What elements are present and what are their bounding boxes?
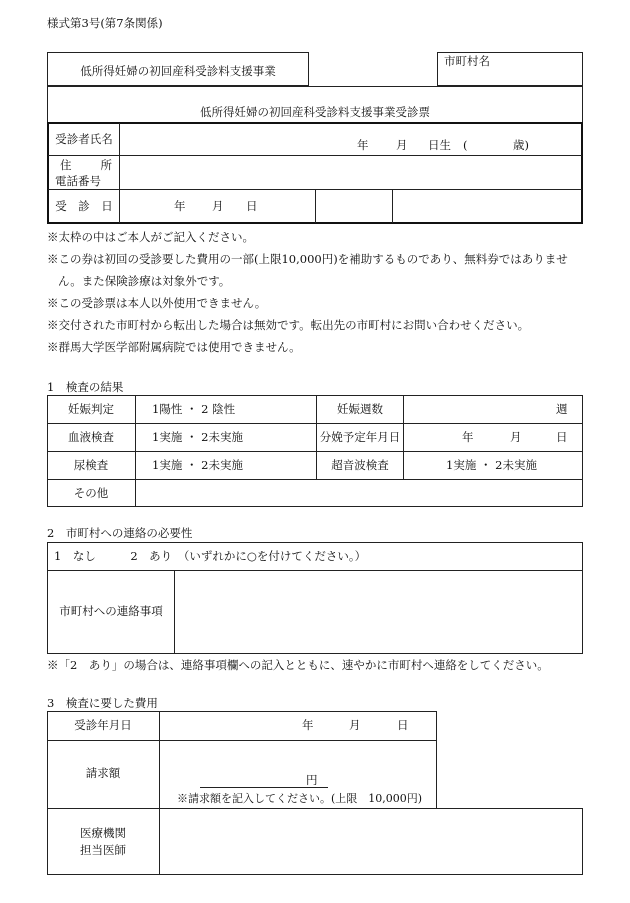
birth-month-label: 月 (396, 138, 408, 152)
contact-note: ※「2 あり」の場合は、連絡事項欄への記入とともに、速やかに市町村へ連絡をしてください。 (47, 658, 549, 672)
note-5: ※群馬大学医学部附属病院では使用できません。 (47, 340, 301, 354)
due-date-label: 分娩予定年月日 (319, 430, 401, 444)
blood-test-label: 血液検査 (68, 430, 114, 444)
attending-doctor-label: 担当医師 (80, 843, 126, 857)
section2-title: 2 市町村への連絡の必要性 (47, 526, 193, 540)
birth-day-label: 日生 (428, 138, 451, 152)
visit-day-label: 日 (246, 199, 258, 213)
age-close: 歳) (513, 138, 529, 152)
municipality-label: 市町村名 (444, 54, 490, 68)
form-number: 様式第3号(第7条関係) (47, 16, 163, 30)
cost-year-label: 年 (302, 718, 314, 732)
phone-label: 電話番号 (55, 174, 101, 188)
urine-test-label: 尿検査 (73, 458, 109, 472)
gestation-weeks-unit: 週 (556, 402, 568, 416)
pregnancy-test-value[interactable]: 1陽性 ・ 2 陰性 (152, 402, 236, 416)
patient-name-field[interactable] (121, 125, 311, 153)
visit-year-label: 年 (174, 199, 186, 213)
other-field[interactable] (137, 481, 581, 505)
cost-date-label: 受診年月日 (74, 718, 132, 732)
billing-amount-field[interactable] (200, 764, 310, 786)
billing-amount-note: ※請求額を記入してください。(上限 10,000円) (177, 792, 423, 805)
note-4: ※交付された市町村から転出した場合は無効です。転出先の市町村にお問い合わせください。 (47, 318, 530, 332)
other-label: その他 (73, 486, 109, 500)
gestation-weeks-label: 妊娠週数 (337, 402, 383, 416)
note-1: ※太枠の中はご本人がご記入ください。 (47, 230, 254, 244)
address-label: 住 所 (60, 158, 114, 172)
contact-options[interactable]: 1 なし 2 あり （いずれかに○を付けてください。） (54, 549, 367, 563)
medical-institution-label: 医療機関 (80, 826, 126, 840)
visit-date-label: 受 診 日 (55, 199, 113, 213)
due-month-label: 月 (510, 430, 522, 444)
address-phone-field[interactable] (121, 157, 581, 187)
due-year-label: 年 (462, 430, 474, 444)
blood-test-value[interactable]: 1実施 ・ 2未実施 (152, 430, 243, 444)
urine-test-value[interactable]: 1実施 ・ 2未実施 (152, 458, 243, 472)
cost-month-label: 月 (349, 718, 361, 732)
note-3: ※この受診票は本人以外使用できません。 (47, 296, 267, 310)
birth-year-label: 年 (357, 138, 369, 152)
ultrasound-label: 超音波検査 (331, 458, 389, 472)
note-2-cont: ん。また保険診療は対象外です。 (58, 274, 231, 288)
ultrasound-value[interactable]: 1実施 ・ 2未実施 (446, 458, 537, 472)
section3-title: 3 検査に要した費用 (47, 696, 158, 710)
contact-details-label: 市町村への連絡事項 (59, 604, 163, 618)
yen-label: 円 (306, 773, 318, 787)
ticket-title: 低所得妊婦の初回産科受診料支援事業受診票 (200, 105, 430, 119)
patient-name-label: 受診者氏名 (55, 132, 113, 146)
pregnancy-test-label: 妊娠判定 (68, 402, 114, 416)
cost-day-label: 日 (397, 718, 409, 732)
doctor-field[interactable] (161, 810, 581, 873)
section1-title: 1 検査の結果 (47, 380, 124, 394)
billing-amount-label: 請求額 (85, 766, 121, 780)
due-day-label: 日 (556, 430, 568, 444)
age-open: ( (463, 138, 468, 152)
contact-details-field[interactable] (176, 572, 581, 652)
note-2: ※この券は初回の受診要した費用の一部(上限10,000円)を補助するものであり、無料券ではありませ (47, 252, 568, 266)
program-name: 低所得妊婦の初回産科受診料支援事業 (80, 64, 276, 78)
visit-month-label: 月 (212, 199, 224, 213)
